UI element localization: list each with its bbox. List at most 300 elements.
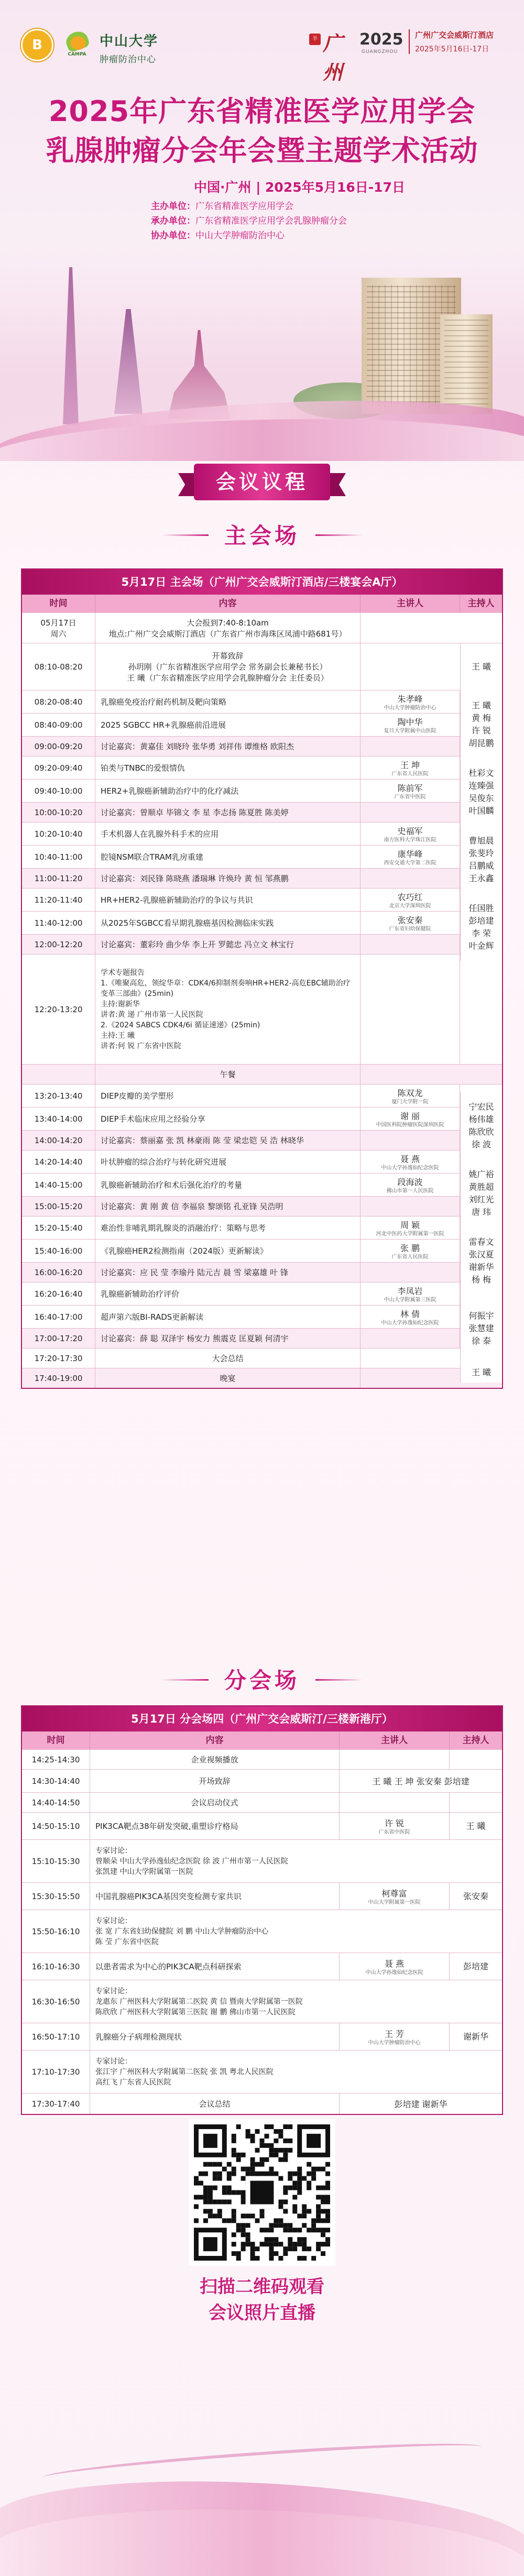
table-row: [22, 2050, 502, 2093]
header-content: 内容: [90, 1731, 340, 1749]
qr-caption-line-1: 扫描二维码观看: [200, 2276, 324, 2297]
time-cell: [22, 1770, 90, 1792]
speaker-name: 王 曦 王 坤 张安秦 彭培建: [372, 1777, 470, 1786]
speaker-affiliation: 中山大学孙逸仙纪念医院: [381, 1165, 439, 1171]
time-cell: [22, 1197, 95, 1216]
content-text: 手术机器人在乳腺外科手术的应用: [101, 829, 219, 839]
time-cell: [22, 1306, 95, 1328]
content-text: 孙玥刚（广东省精准医学应用学会 常务副会长兼秘书长）: [128, 662, 328, 672]
content-cell: [95, 690, 361, 713]
time-text: 08:20-08:40: [34, 697, 83, 707]
time-text: 12:20-13:20: [34, 1004, 83, 1014]
time-cell: [22, 823, 95, 845]
qr-code[interactable]: [189, 2119, 335, 2266]
speaker-cell: [361, 1216, 460, 1239]
time-text: 15:30-15:50: [31, 1891, 80, 1901]
table-row: [22, 1749, 502, 1769]
time-text: 16:40-17:00: [34, 1312, 83, 1322]
host-name: 叶金辉: [468, 941, 494, 951]
time-text: 17:10-17:30: [31, 2067, 80, 2077]
time-cell: [22, 2051, 90, 2093]
time-cell: [22, 869, 95, 888]
content-cell: [95, 955, 361, 1064]
table-row: [22, 934, 502, 954]
speaker-name: 朱孝峰: [397, 694, 423, 704]
content-text: 主持:谢新华: [101, 1000, 140, 1009]
time-cell: [22, 1910, 90, 1953]
time-cell: [22, 935, 95, 954]
content-text: 超声第六版BI-RADS更新解读: [101, 1312, 204, 1322]
time-text: 08:40-09:00: [34, 720, 83, 730]
host-group: [460, 826, 502, 893]
speaker-cell: [361, 737, 460, 756]
host-name: 张安秦: [463, 1891, 488, 1901]
time-cell: [22, 1793, 90, 1812]
speaker-name: 史福军: [397, 826, 423, 836]
host-name: 宁宏民: [468, 1102, 494, 1112]
speaker-affiliation: 北京大学深圳医院: [389, 903, 431, 909]
time-cell: [22, 1980, 90, 2023]
time-cell: [22, 1368, 95, 1388]
speaker-name: 王 坤: [400, 760, 420, 770]
speaker-name: 林 倩: [400, 1309, 420, 1319]
speaker-name: 许 锐: [384, 1818, 405, 1828]
speaker-cell: [361, 1329, 460, 1348]
content-text: 大会总结: [212, 1354, 244, 1363]
content-cell: [90, 1770, 340, 1792]
speaker-name: 彭培建 谢新华: [394, 2099, 447, 2109]
table-row: [22, 1196, 502, 1216]
header-host: 主持人: [462, 1735, 489, 1746]
content-cell: [95, 737, 361, 756]
content-cell: [95, 1174, 361, 1196]
table-row: [22, 1348, 502, 1368]
hotel-annex-illustration: [440, 314, 493, 414]
sub-table-caption: 5月17日 分会场四（广州广交会威斯汀/三楼新港厅）: [22, 1706, 502, 1731]
sysu-logo: [100, 30, 158, 65]
speaker-cell: [361, 912, 460, 934]
header-content: 内容: [95, 595, 361, 612]
host-name: 任国胜: [468, 903, 494, 913]
content-cell: [95, 846, 361, 868]
table-row: [22, 1282, 502, 1305]
header-speaker: 主讲人: [340, 1731, 450, 1749]
content-text: 曾顺朵 中山大学孙逸仙纪念医院 徐 波 广州市第一人民医院: [95, 1857, 288, 1866]
content-text: 乳腺癌分子病理检测现状: [95, 2032, 182, 2042]
time-text: 13:20-13:40: [34, 1091, 83, 1101]
speaker-affiliation: 中山大学附属第三医院: [384, 1297, 436, 1303]
content-cell: [95, 1349, 361, 1368]
content-cell: [95, 1216, 361, 1239]
time-text: 14:40-14:50: [31, 1797, 80, 1807]
host-group: [460, 1295, 502, 1362]
speaker-cell: [340, 2093, 502, 2114]
guangzhou-sub: GUANGZHOU: [362, 49, 398, 54]
host-name: 王 曦: [471, 1367, 492, 1377]
host-cell: [450, 1883, 502, 1910]
content-cell: [95, 714, 361, 736]
table-row: [22, 1368, 502, 1388]
title-line-1: 2025年广东省精准医学应用学会: [48, 95, 476, 128]
location-date: 中国·广州 | 2025年5月16日-17日: [194, 180, 405, 195]
table-row: [22, 2093, 502, 2114]
table-row: [22, 1839, 502, 1882]
main-venue-heading-text: 主会场: [209, 519, 315, 550]
speaker-name: 农巧红: [397, 892, 423, 902]
content-text: 会议启动仪式: [191, 1798, 238, 1807]
table-row: [22, 1084, 502, 1107]
host-group: [460, 1160, 502, 1227]
content-cell: [90, 1840, 502, 1882]
univ-sub: 肿瘤防治中心: [100, 54, 156, 65]
table-row: [22, 911, 502, 934]
content-cell: [95, 869, 361, 888]
content-text: 讨论嘉宾：薛 聪 双泽宇 杨安力 熊震克 匡夏颖 何清宇: [101, 1334, 289, 1343]
content-text: 专家讨论：: [95, 1987, 132, 1996]
host-name: 许 锐: [471, 726, 492, 736]
host-group: [460, 691, 502, 758]
content-text: 乳腺癌免疫治疗耐药机制及靶向策略: [101, 697, 227, 707]
content-text: 讨论嘉宾：刘民锋 陈晓燕 潘瑞琳 许焕玲 黄 恒 邹燕鹏: [101, 874, 289, 883]
speaker-affiliation: 中山大学肿瘤防治中心: [384, 705, 436, 711]
time-text: 05月17日: [40, 618, 77, 628]
organizer-row: [151, 214, 347, 228]
time-text: 17:30-17:40: [31, 2099, 80, 2109]
time-text: 09:40-10:00: [34, 786, 83, 796]
speaker-name: 段海波: [397, 1177, 423, 1187]
guangzhou-seal: 羊: [309, 34, 321, 45]
host-name: 何振宇: [468, 1311, 494, 1321]
host-cell: [361, 1065, 502, 1084]
time-cell: [22, 690, 95, 713]
time-cell: [22, 1131, 95, 1150]
content-cell: [95, 823, 361, 845]
speaker-cell: [361, 846, 460, 868]
speaker-cell: [361, 935, 460, 954]
content-text: 讨论嘉宾：应 民 莹 李瑜丹 陆元吉 晨 雪 梁嘉雄 叶 锋: [101, 1268, 288, 1277]
host-name: 徐 波: [471, 1139, 492, 1149]
time-cell: [22, 2093, 90, 2114]
time-cell: [22, 1084, 95, 1107]
table-row: [22, 2023, 502, 2050]
host-name: 王 曦: [466, 1821, 486, 1831]
content-text: 讨论嘉宾：董彩玲 曲少华 李上开 罗懿忠 冯立文 林宝行: [101, 940, 294, 949]
content-text: 王 曦（广东省精准医学应用学会乳腺肿瘤分会 主任委员）: [127, 673, 329, 683]
organizer-key: 协办单位：: [151, 231, 195, 241]
content-cell: [95, 1282, 361, 1305]
content-cell: [90, 1980, 502, 2023]
host-group: [460, 643, 502, 690]
host-name: 姚广裕: [468, 1169, 494, 1179]
speaker-affiliation: 中山大学肿瘤防治中心: [368, 2040, 421, 2046]
speaker-affiliation: 中山大学孙逸仙纪念医院: [381, 1320, 439, 1326]
content-cell: [95, 935, 361, 954]
time-cell: [22, 912, 95, 934]
content-text: 难治性非哺乳期乳腺炎的消融治疗：策略与思考: [101, 1223, 266, 1233]
host-group: [460, 1092, 502, 1159]
table-row: [22, 612, 502, 643]
speaker-name: 陶中华: [397, 717, 423, 727]
speaker-cell: [361, 1108, 460, 1130]
table-row: [22, 1980, 502, 2023]
time-text: 16:00-16:20: [34, 1267, 83, 1277]
sub-table-body: [22, 1749, 502, 2114]
content-text: HER2+乳腺癌新辅助治疗中的化疗减法: [101, 786, 239, 796]
content-text: 大会报到7:40-8:10am: [187, 618, 269, 628]
host-cell: [450, 1750, 502, 1769]
table-row: [22, 643, 502, 690]
content-cell: [95, 1306, 361, 1328]
content-cell: [90, 2023, 340, 2050]
time-cell: [22, 1329, 95, 1348]
host-name: 唐 玮: [471, 1207, 492, 1217]
campa-logo: [61, 29, 93, 61]
time-text: 10:40-11:00: [34, 852, 83, 862]
speaker-name: 康华峰: [397, 849, 423, 859]
content-cell: [95, 1131, 361, 1150]
time-cell: [22, 643, 95, 690]
host-name: 黄 梅: [471, 713, 492, 723]
time-text: 16:20-16:40: [34, 1289, 83, 1299]
speaker-cell: [361, 690, 460, 713]
city-skyline-illustration: [0, 246, 524, 461]
table-row: [22, 1262, 502, 1282]
table-row: [22, 1150, 502, 1173]
content-text: 讲者:黄 递 广州市第一人民医院: [101, 1010, 203, 1019]
time-cell: [22, 780, 95, 802]
time-cell: [22, 2023, 90, 2050]
time-text: 09:00-09:20: [34, 741, 83, 751]
content-cell: [95, 1084, 361, 1107]
organizer-row: [151, 199, 347, 214]
speaker-cell: [361, 1306, 460, 1328]
content-text: 叶状肿瘤的综合治疗与转化研究进展: [101, 1157, 227, 1167]
time-cell: [22, 1750, 90, 1769]
time-cell: [22, 955, 95, 1064]
speaker-affiliation: 中山大学孙逸仙纪念医院: [365, 1969, 423, 1976]
content-cell: [90, 1793, 340, 1812]
content-cell: [90, 1953, 340, 1980]
time-cell: [22, 1840, 90, 1882]
host-name: 杨伟雄: [468, 1114, 494, 1124]
speaker-cell: [361, 869, 460, 888]
speaker-cell: [361, 889, 460, 911]
table-row: [22, 756, 502, 779]
content-cell: [90, 1813, 340, 1839]
table-row: [22, 888, 502, 911]
content-text: 主持:王 曦: [101, 1031, 135, 1040]
speaker-affiliation: 中国医科院肿瘤医院深圳医院: [376, 1122, 444, 1128]
table-row: [22, 1812, 502, 1839]
host-group: [460, 759, 502, 826]
content-text: 学术专题报告: [101, 968, 145, 977]
host-name: 彭培建: [468, 916, 494, 926]
host-group: [460, 894, 502, 961]
time-cell: [22, 737, 95, 756]
content-text: 中国乳腺癌PIK3CA基因突变检测专家共识: [95, 1892, 242, 1901]
host-name: 刘红光: [468, 1194, 494, 1204]
time-text: 10:00-10:20: [34, 807, 83, 817]
time-text: 15:00-15:20: [34, 1201, 83, 1211]
main-venue-heading: [0, 519, 524, 550]
qr-caption: [0, 2274, 524, 2326]
content-text: DIEP皮瓣的美学塑形: [101, 1091, 174, 1101]
speaker-cell: [361, 1131, 460, 1150]
content-cell: [95, 1329, 361, 1348]
sub-venue-table: [21, 1705, 503, 2115]
table-row: [22, 954, 502, 1064]
title-line-2: 乳腺肿瘤分会年会暨主题学术活动: [46, 134, 478, 167]
time-text: 11:00-11:20: [34, 873, 83, 883]
content-cell: [95, 1240, 361, 1262]
time-text: 09:20-09:40: [34, 763, 83, 773]
speaker-affiliation: 复旦大学附属中山医院: [384, 728, 436, 734]
time-text: 14:25-14:30: [31, 1755, 80, 1764]
content-cell: [95, 757, 361, 779]
time-text: 17:00-17:20: [34, 1333, 83, 1343]
speaker-cell: [340, 2023, 450, 2050]
host-name: 曹旭晨: [468, 836, 494, 846]
content-cell: [95, 912, 361, 934]
host-cell: [450, 1793, 502, 1812]
table-row: [22, 1769, 502, 1792]
speaker-cell: [340, 1813, 450, 1839]
time-text: 16:10-16:30: [31, 1961, 80, 1971]
time-text: 14:20-14:40: [34, 1157, 83, 1167]
speaker-cell: [361, 757, 460, 779]
speaker-affiliation: 河北中医药大学附属第一医院: [376, 1231, 444, 1237]
sub-venue-heading-text: 分会场: [209, 1663, 315, 1695]
speaker-cell: [361, 1282, 460, 1305]
speaker-affiliation: 南方医科大学珠江医院: [384, 837, 436, 843]
content-text: 陈欣欣 广州医科大学附属第三医院 谢 鹏 佛山市第一人民医院: [95, 2008, 296, 2016]
header-host: 主持人: [467, 598, 495, 609]
content-cell: [95, 1368, 361, 1388]
speaker-name: 张 鹏: [400, 1243, 420, 1253]
header-speaker: 主讲人: [361, 595, 460, 612]
host-name: 王 曦: [471, 662, 492, 672]
content-text: 乳腺癌新辅助治疗评价: [101, 1289, 180, 1299]
speaker-affiliation: 广东省中医院: [378, 1829, 410, 1835]
time-text: 15:50-16:10: [31, 1926, 80, 1936]
host-name: 陈欣欣: [468, 1127, 494, 1137]
content-cell: [95, 1108, 361, 1130]
host-name: 张斐玲: [468, 848, 494, 858]
host-cell: [361, 613, 502, 643]
logo-mark: B: [32, 37, 42, 53]
speaker-cell: [361, 955, 460, 1064]
content-cell: [95, 803, 361, 822]
table-row: [22, 1953, 502, 1980]
content-text: 乳腺癌新辅助治疗和术后强化治疗的考量: [101, 1180, 243, 1190]
table-row: [22, 779, 502, 802]
speaker-affiliation: 广东省中医院: [394, 794, 426, 800]
host-name: 彭培建: [463, 1961, 488, 1971]
header-time: 时间: [22, 1731, 90, 1749]
content-cell: [90, 2051, 502, 2093]
content-text: 午餐: [220, 1070, 236, 1079]
table-row: [22, 845, 502, 868]
header-time: 时间: [22, 595, 95, 612]
time-text: 17:40-19:00: [34, 1373, 83, 1383]
content-text: 从2025年SGBCC看早期乳腺癌基因检测临床实践: [101, 918, 274, 928]
time-text: 15:20-15:40: [34, 1223, 83, 1233]
speaker-cell: [361, 803, 460, 822]
table-row: [22, 713, 502, 736]
speaker-affiliation: 中山大学附属第一医院: [368, 1899, 421, 1905]
agenda-banner: [178, 464, 346, 500]
content-text: 2025 SGBCC HR+乳腺癌前沿进展: [101, 720, 226, 730]
univ-name: 中山大学: [100, 34, 159, 49]
sub-table-header: [22, 1731, 502, 1749]
content-text: 铂类与TNBC的爱恨情仇: [101, 763, 185, 773]
organizer-value: 广东省精准医学应用学会: [195, 201, 293, 212]
content-cell: [95, 780, 361, 802]
content-text: PIK3CA靶点38年研发突破,重塑诊疗格局: [95, 1822, 238, 1831]
host-name: 黄胜超: [468, 1182, 494, 1192]
content-text: 讲者:何 锐 广东省中医院: [101, 1042, 181, 1050]
time-text: 14:30-14:40: [31, 1776, 80, 1786]
time-text: 12:00-12:20: [34, 939, 83, 949]
time-cell: [22, 846, 95, 868]
table-row: [22, 1792, 502, 1812]
time-cell: [22, 1108, 95, 1130]
speaker-name: 李凤岩: [397, 1286, 423, 1296]
table-row: [22, 736, 502, 756]
table-row: [22, 868, 502, 888]
table-row: [22, 1882, 502, 1910]
table-row: [22, 1328, 502, 1348]
speaker-affiliation: 广东省妇幼保健院: [389, 926, 431, 932]
host-cell: [460, 955, 502, 1064]
host-name: 王 曦: [471, 700, 492, 710]
qr-code-image: [194, 2124, 330, 2261]
time-text: 16:50-17:10: [31, 2032, 80, 2042]
content-text: 开场致辞: [199, 1777, 231, 1786]
speaker-affiliation: 广东省人民医院: [391, 1254, 429, 1260]
host-name: 杜彩文: [468, 768, 494, 778]
time-text: 16:30-16:50: [31, 1997, 80, 2007]
time-text: 10:20-10:40: [34, 829, 83, 839]
content-text: 会议总结: [199, 2099, 231, 2109]
speaker-cell: [361, 780, 460, 802]
time-cell: [22, 889, 95, 911]
main-table-body: [22, 612, 502, 1388]
speaker-cell: [340, 1883, 450, 1910]
table-row: [22, 1173, 502, 1196]
host-name: 吕鹏威: [468, 861, 494, 871]
speaker-cell: [361, 714, 460, 736]
speaker-name: 柯尊富: [381, 1888, 407, 1899]
time-cell: [22, 1150, 95, 1173]
time-cell: [22, 1216, 95, 1239]
speaker-name: 周 颖: [400, 1220, 420, 1230]
table-row: [22, 1130, 502, 1150]
content-cell: [90, 1883, 340, 1910]
content-text: 讨论嘉宾：黄 刚 黄 信 李福泉 黎颂铭 孔亚锋 吴浩明: [101, 1202, 283, 1211]
organizer-value: 广东省精准医学应用学会乳腺肿瘤分会: [195, 216, 347, 226]
content-cell: [95, 1197, 361, 1216]
content-text: DIEP手术临床应用之经验分享: [101, 1114, 205, 1124]
host-name: 谢新华: [468, 1262, 494, 1272]
content-text: 企业视频播放: [191, 1755, 238, 1764]
time-cell: [22, 1065, 95, 1084]
time-cell: [22, 1953, 90, 1980]
table-row: [22, 1216, 502, 1239]
content-text: 1.《唯聚高危，领绽华章：CDK4/6抑制剂奏响HR+HER2-高危EBC辅助治疗变革三部曲》(25min): [101, 979, 351, 998]
guangzhou-text: 广州: [323, 31, 343, 84]
content-cell: [95, 1150, 361, 1173]
